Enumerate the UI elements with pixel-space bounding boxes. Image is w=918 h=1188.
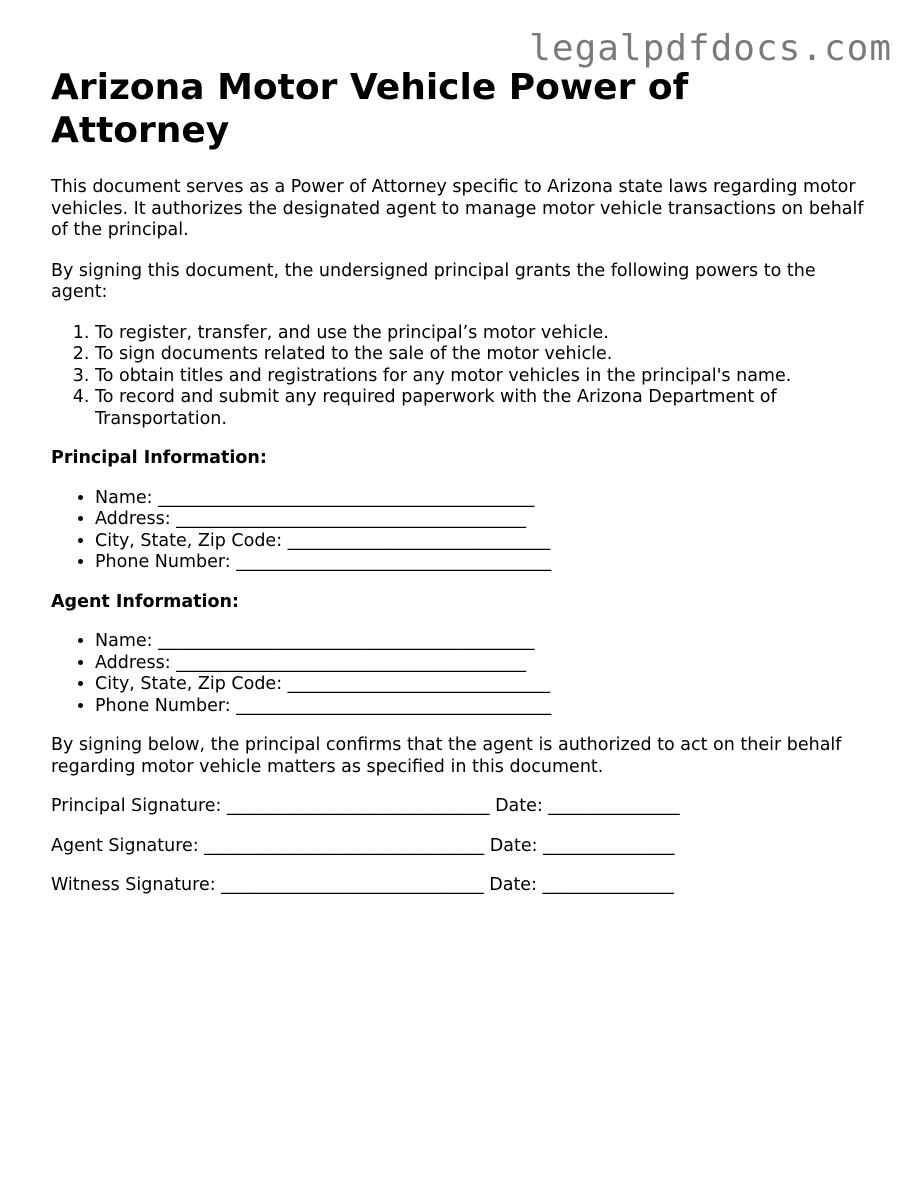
principal-phone-field: • Phone Number: ____________________________________: [95, 552, 871, 574]
principal-name-field: • Name: ___________________________________________: [95, 488, 871, 510]
watermark: legalpdfdocs.com: [529, 28, 892, 69]
principal-info-heading: Principal Information:: [51, 448, 267, 468]
witness-signature-line: Witness Signature: ______________________________ Date: _______________: [51, 875, 674, 895]
confirmation-paragraph: By signing below, the principal confirms that the agent is authorized to act on their behalf regarding motor vehicle matters as specified in this document.: [51, 735, 842, 777]
agent-info-list: [51, 631, 871, 717]
intro-paragraph: This document serves as a Power of Attorney specific to Arizona state laws regarding motor vehicles. It authorizes the designated agent to manage motor vehicle transactions on behalf of the principal.: [51, 177, 864, 240]
principal-info-list: [51, 488, 871, 574]
principal-address-field: • Address: ________________________________________: [95, 509, 871, 531]
agent-city-state-zip-field: • City, State, Zip Code: ______________________________: [95, 674, 871, 696]
agent-name-field: • Name: ___________________________________________: [95, 631, 871, 653]
power-item: 3. To obtain titles and registrations for any motor vehicles in the principal's name.: [95, 366, 871, 388]
agent-address-field: • Address: ________________________________________: [95, 653, 871, 675]
powers-list: [51, 323, 871, 431]
grant-statement: By signing this document, the undersigned principal grants the following powers to the agent:: [51, 260, 816, 302]
agent-signature-line: Agent Signature: ________________________________ Date: _______________: [51, 835, 675, 856]
power-item: 1. To register, transfer, and use the principal’s motor vehicle.: [95, 323, 871, 345]
power-item: 4. To record and submit any required paperwork with the Arizona Department of Transportation.: [95, 387, 871, 430]
agent-info-heading: Agent Information:: [51, 591, 239, 612]
principal-signature-line: Principal Signature: ______________________________ Date: _______________: [51, 796, 680, 816]
document-title: Arizona Motor Vehicle Power of Attorney: [51, 67, 689, 151]
agent-phone-field: • Phone Number: ____________________________________: [95, 696, 871, 718]
principal-city-state-zip-field: • City, State, Zip Code: ______________________________: [95, 531, 871, 553]
power-item: 2. To sign documents related to the sale of the motor vehicle.: [95, 344, 871, 366]
document-page: [51, 66, 871, 915]
